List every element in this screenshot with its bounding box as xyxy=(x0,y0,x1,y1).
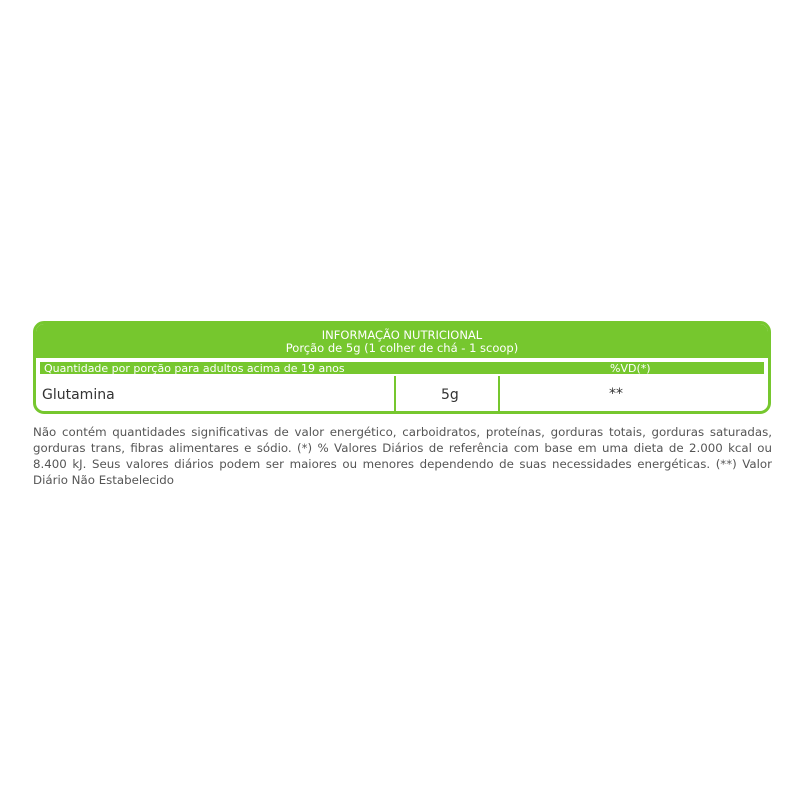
column-divider xyxy=(394,376,396,411)
table-row xyxy=(36,376,768,411)
nutrition-table xyxy=(33,321,771,414)
portion-label: Porção de 5g (1 colher de chá - 1 scoop) xyxy=(285,341,519,355)
quantity-column-header: Quantidade por porção para adultos acima de 19 anos xyxy=(44,362,345,375)
table-header xyxy=(36,324,768,358)
footnote-text: Não contém quantidades significativas de valor energético, carboidratos, proteínas, gorduras totais, gorduras saturadas, gorduras trans, fibras alimentares e sódio. (*) % Valores Diários de referência com base em uma dieta de 2.000 kcal ou 8.400 kJ. Seus valores diários podem ser maiores ou menores dependendo de suas necessidades energéticas. (**) Valor Diário Não Estabelecido xyxy=(33,425,772,487)
table-title: INFORMAÇÃO NUTRICIONAL xyxy=(321,328,483,342)
nutrient-name: Glutamina xyxy=(42,387,115,403)
nutrient-vd: ** xyxy=(609,386,623,402)
column-header-row xyxy=(39,361,765,375)
nutrient-amount: 5g xyxy=(441,387,459,403)
column-divider xyxy=(498,376,500,411)
vd-column-header: %VD(*) xyxy=(610,362,651,375)
